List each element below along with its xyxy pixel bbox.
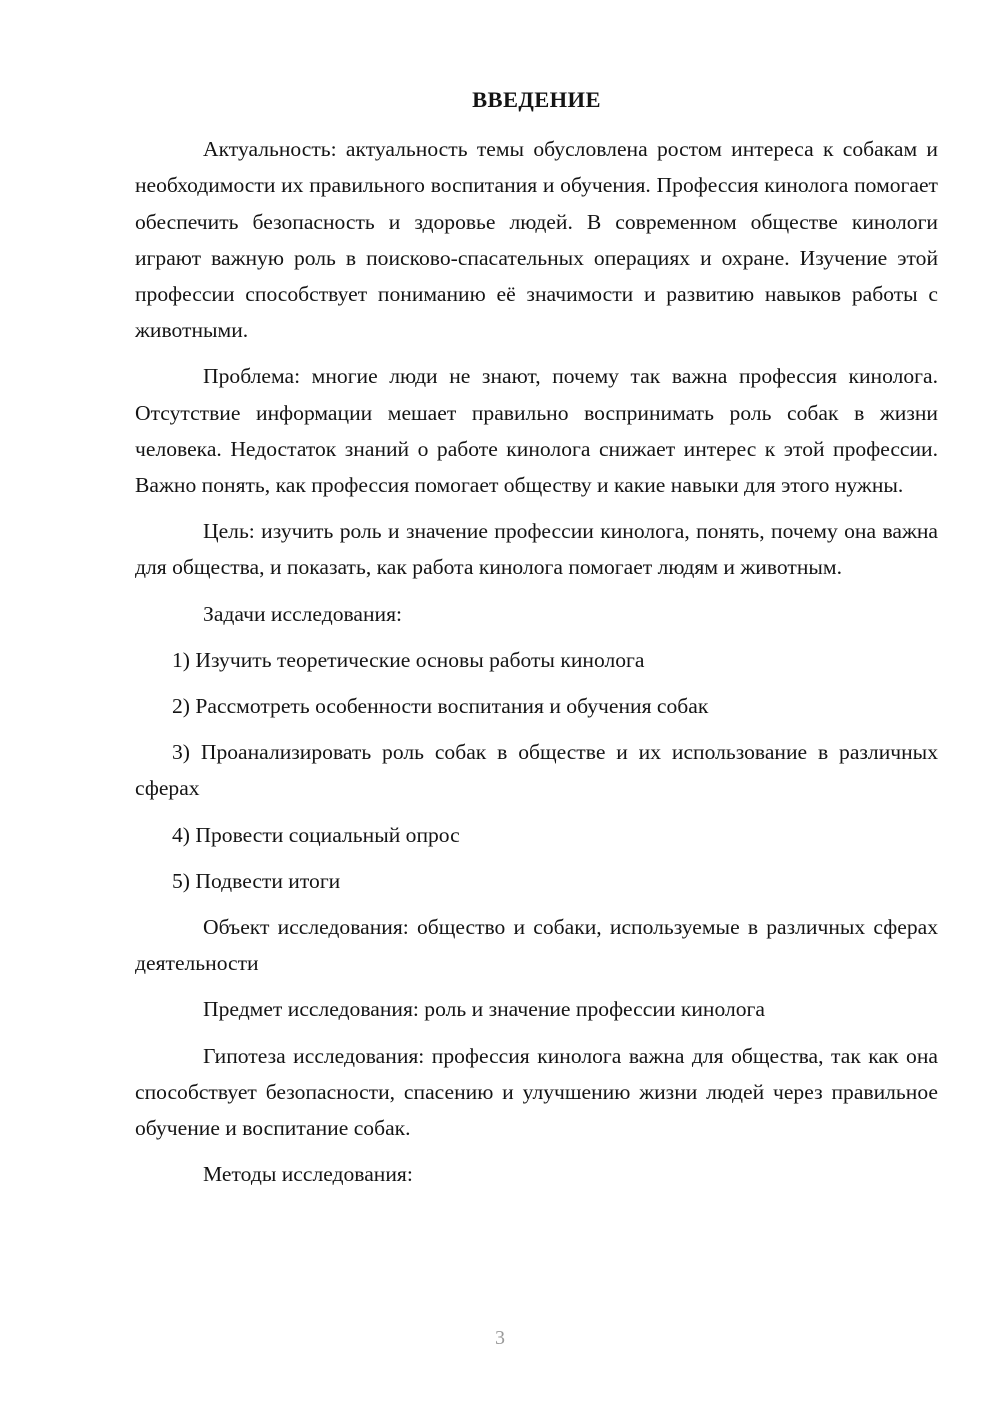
paragraph-subject: Предмет исследования: роль и значение профессии кинолога	[203, 997, 765, 1022]
page-title: ВВЕДЕНИЕ	[472, 87, 601, 112]
heading-tasks: Задачи исследования:	[203, 601, 403, 626]
heading-methods: Методы исследования:	[203, 1162, 413, 1187]
paragraph-relevance: Актуальность: актуальность темы обусловлена ростом интереса к собакам и необходимости их правильного воспитания и обучения. Профессия кинолога помогает обеспечить безопасность и здоровье людей. В современном обществе кинологи играют важную роль в поисково-спасательных операциях и охране. Изучение этой профессии способствует пониманию её значимости и развитию навыков работы с животными.	[135, 137, 938, 343]
page-number: 3	[495, 1327, 505, 1349]
paragraph-hypothesis: Гипотеза исследования: профессия кинолога важна для общества, так как она способствует безопасности, спасению и улучшению жизни людей через правильное обучение и воспитание собак.	[135, 1043, 938, 1140]
list-item-task-2: 2) Рассмотреть особенности воспитания и обучения собак	[172, 693, 709, 718]
list-item-task-1: 1) Изучить теоретические основы работы кинолога	[172, 647, 645, 672]
list-item-task-3: 3) Проанализировать роль собак в обществе и их использование в различных сферах	[135, 740, 938, 801]
paragraph-object: Объект исследования: общество и собаки, используемые в различных сферах деятельности	[135, 914, 938, 976]
paragraph-goal: Цель: изучить роль и значение профессии кинолога, понять, почему она важна для общества, и показать, как работа кинолога помогает людям и животным.	[135, 519, 938, 580]
paragraph-problem: Проблема: многие люди не знают, почему так важна профессия кинолога. Отсутствие информации мешает правильно воспринимать роль собак в жизни человека. Недостаток знаний о работе кинолога снижает интерес к этой профессии. Важно понять, как профессия помогает обществу и какие навыки для этого нужны.	[135, 364, 938, 497]
list-item-task-5: 5) Подвести итоги	[172, 868, 341, 893]
list-item-task-4: 4) Провести социальный опрос	[172, 822, 460, 847]
page-content	[135, 86, 938, 1202]
